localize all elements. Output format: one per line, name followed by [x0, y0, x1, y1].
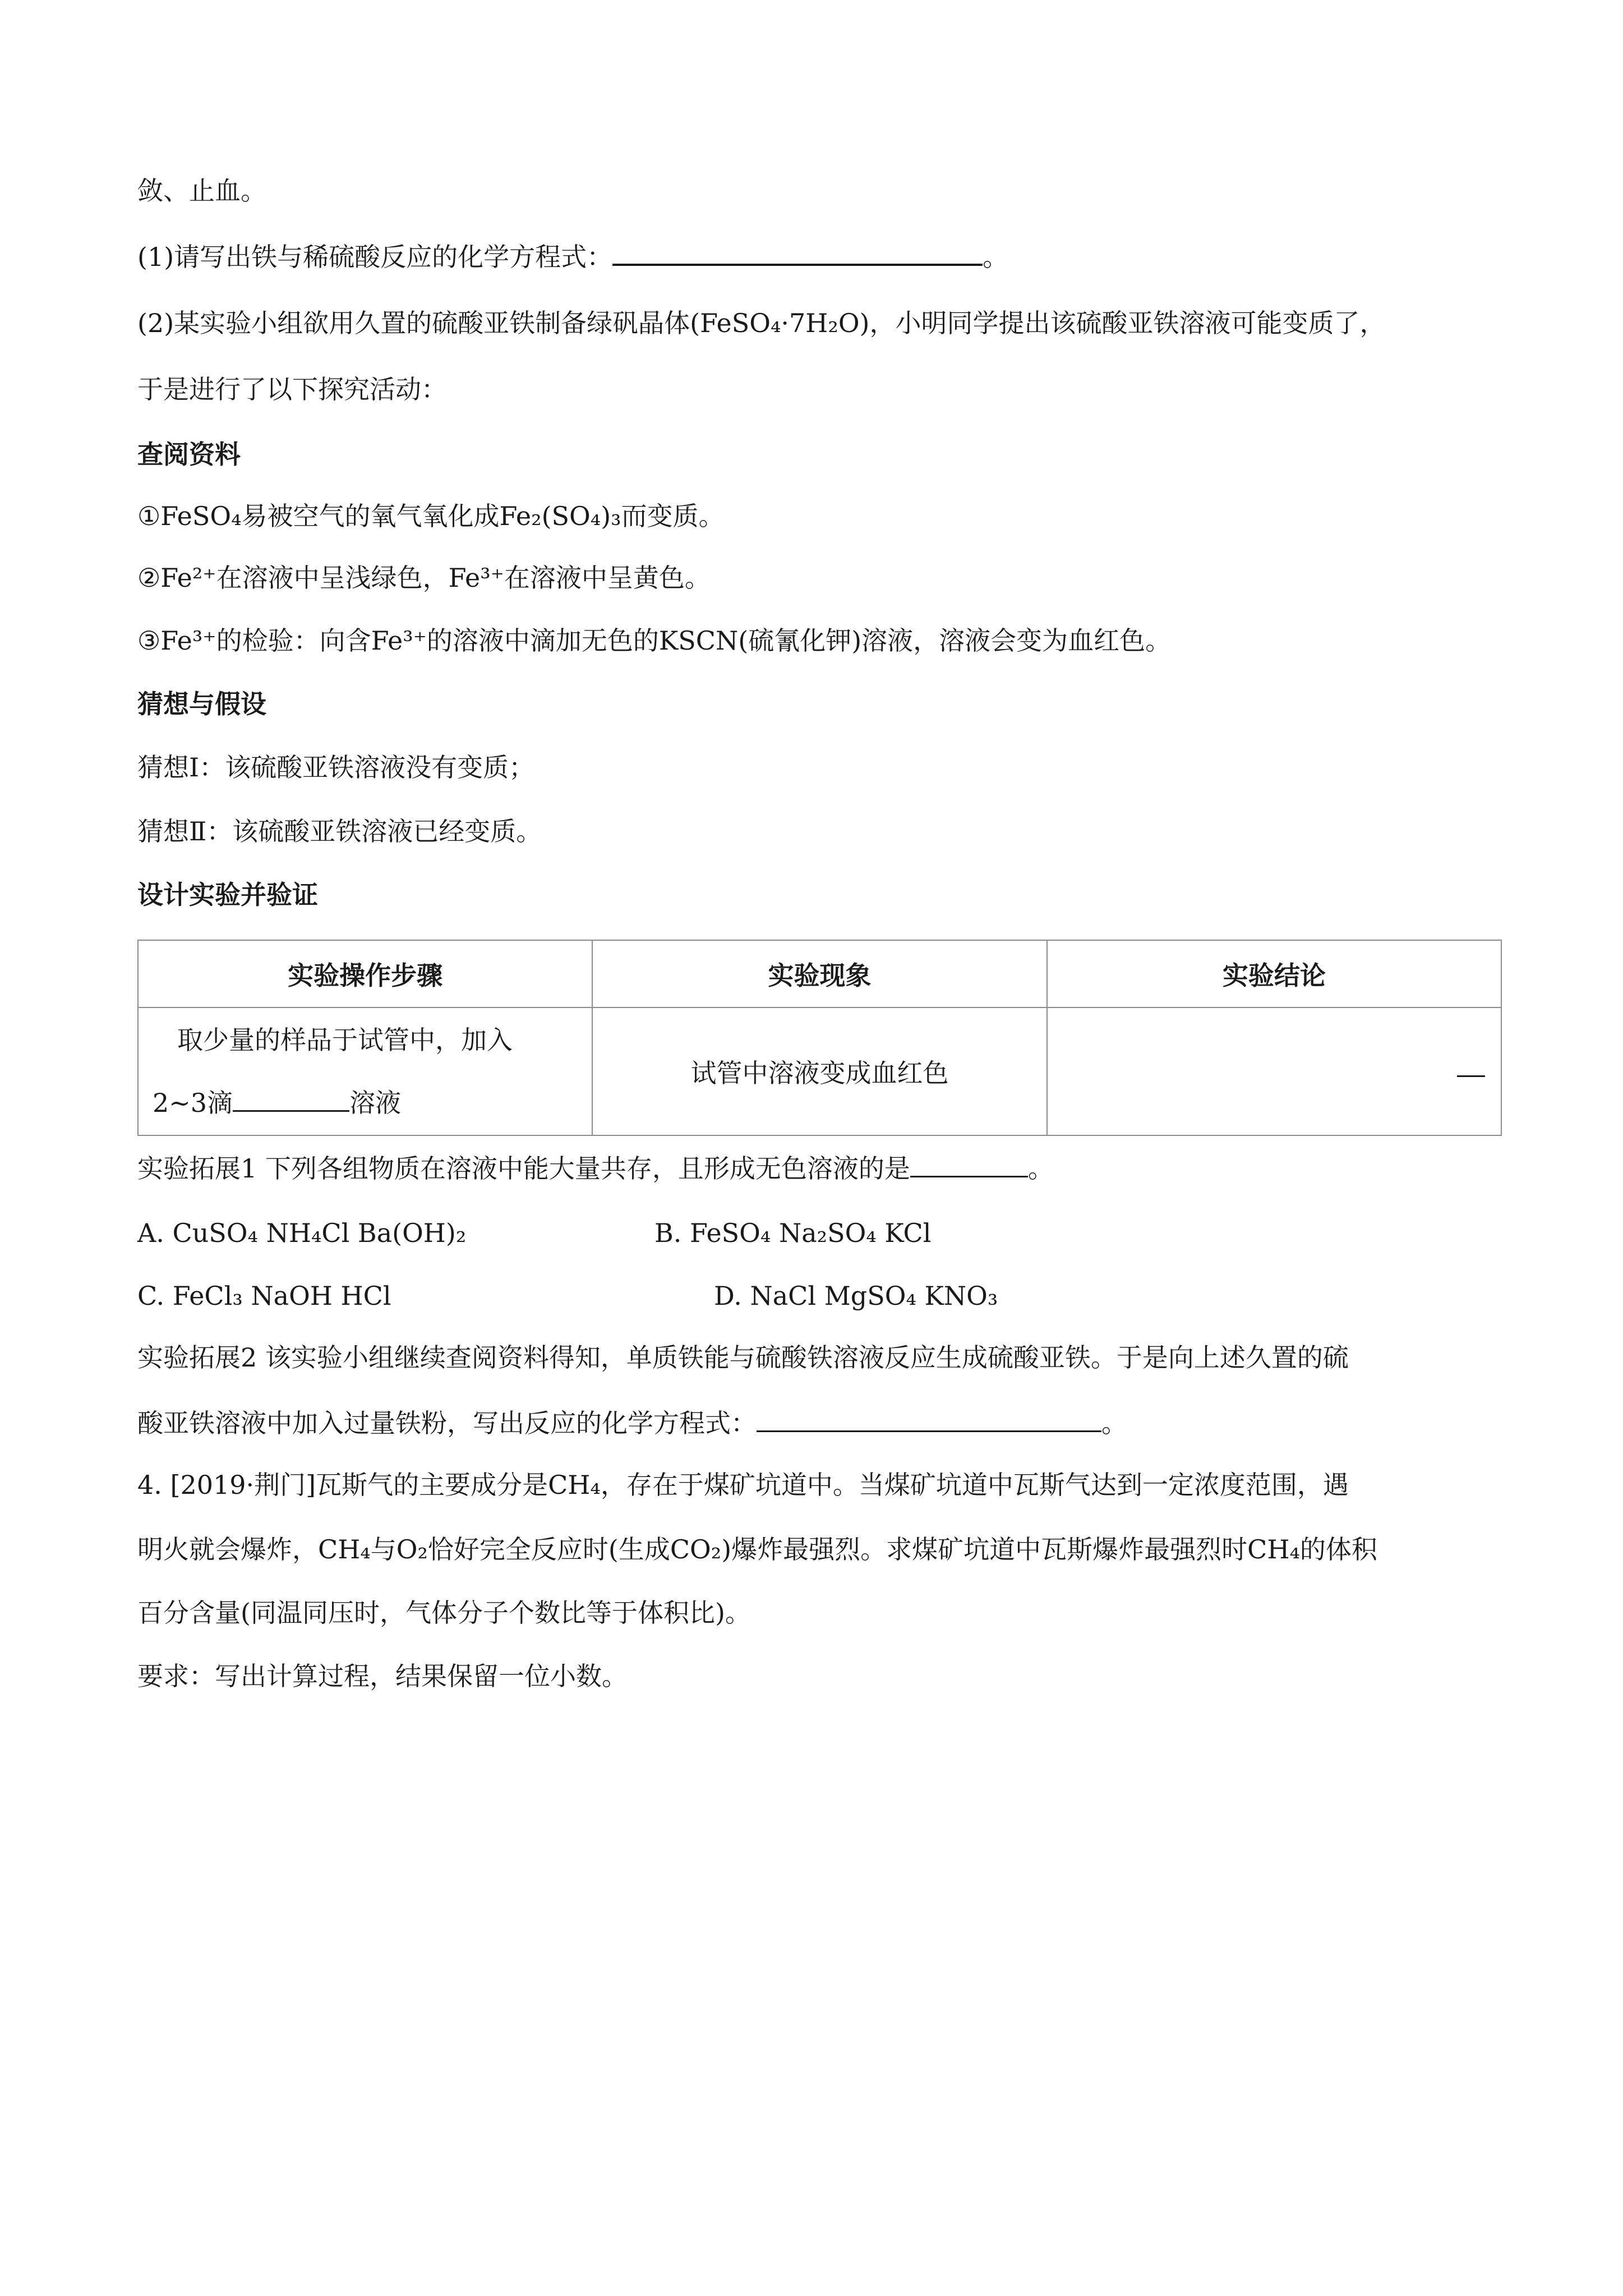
- answer-blank[interactable]: [757, 1409, 1101, 1432]
- reagent-blank[interactable]: [233, 1089, 349, 1112]
- question-2-line-1: (2)某实验小组欲用久置的硫酸亚铁制备绿矾晶体(FeSO₄·7H₂O)，小明同学提出该硫酸亚铁溶液可能变质了，: [137, 308, 1386, 338]
- question-4-requirement: 要求：写出计算过程，结果保留一位小数。: [137, 1661, 628, 1691]
- column-header: 实验结论: [1047, 940, 1501, 1007]
- column-header: 实验现象: [592, 940, 1046, 1007]
- conclusion-blank[interactable]: [1457, 1075, 1485, 1077]
- extension-2-line-1: 实验拓展2 该实验小组继续查阅资料得知，单质铁能与硫酸铁溶液反应生成硫酸亚铁。于是向上述久置的硫: [137, 1342, 1349, 1373]
- column-header: 实验操作步骤: [138, 940, 592, 1007]
- experiment-table: [137, 940, 1502, 1136]
- reference-item: ③Fe³⁺的检验：向含Fe³⁺的溶液中滴加无色的KSCN(硫氰化钾)溶液，溶液会变为血红色。: [137, 625, 1172, 656]
- hypothesis-2: 猜想Ⅱ：该硫酸亚铁溶液已经变质。: [137, 816, 542, 846]
- question-1-text: (1)请写出铁与稀硫酸反应的化学方程式：: [137, 242, 613, 272]
- question-1: [137, 240, 1008, 274]
- question-4-line-3: 百分含量(同温同压时，气体分子个数比等于体积比)。: [137, 1598, 751, 1628]
- text-line: 敛、止血。: [137, 176, 266, 206]
- question-4-line-1: 4. [2019·荆门]瓦斯气的主要成分是CH₄，存在于煤矿坑道中。当煤矿坑道中瓦斯气达到一定浓度范围，遇: [137, 1470, 1349, 1500]
- option-c: C. FeCl₃ NaOH HCl: [137, 1281, 391, 1311]
- section-heading: 猜想与假设: [137, 689, 266, 719]
- step-reagent: [153, 1086, 580, 1120]
- step-cell: [138, 1007, 592, 1135]
- conclusion-cell[interactable]: [1047, 1007, 1501, 1135]
- question-2-line-2: 于是进行了以下探究活动：: [137, 374, 447, 404]
- table-row: [138, 1007, 1501, 1135]
- step-text: 取少量的样品于试管中，加入: [177, 1025, 513, 1055]
- option-d: D. NaCl MgSO₄ KNO₃: [714, 1281, 998, 1311]
- period: 。: [1027, 1153, 1054, 1184]
- section-heading: 查阅资料: [137, 439, 241, 470]
- extension-2-line-2: [137, 1406, 1127, 1440]
- period: 。: [1101, 1408, 1127, 1438]
- hypothesis-1: 猜想Ⅰ：该硫酸亚铁溶液没有变质；: [137, 752, 535, 783]
- step-drops: 2~3滴: [153, 1088, 233, 1118]
- option-b: B. FeSO₄ Na₂SO₄ KCl: [654, 1218, 932, 1248]
- answer-blank[interactable]: [612, 242, 983, 266]
- reference-item: ②Fe²⁺在溶液中呈浅绿色，Fe³⁺在溶液中呈黄色。: [137, 563, 711, 593]
- extension-1: [137, 1152, 1054, 1185]
- extension-2-text: 酸亚铁溶液中加入过量铁粉，写出反应的化学方程式：: [137, 1408, 757, 1438]
- answer-blank[interactable]: [910, 1154, 1028, 1177]
- reference-item: ①FeSO₄易被空气的氧气氧化成Fe₂(SO₄)₃而变质。: [137, 501, 725, 531]
- question-4-line-2: 明火就会爆炸，CH₄与O₂恰好完全反应时(生成CO₂)爆炸最强烈。求煤矿坑道中瓦斯爆炸最强烈时CH₄的体积: [137, 1534, 1377, 1565]
- step-solution: 溶液: [349, 1088, 402, 1118]
- phenomenon-cell: 试管中溶液变成血红色: [592, 1007, 1046, 1135]
- period: 。: [983, 242, 1009, 272]
- extension-1-text: 实验拓展1 下列各组物质在溶液中能大量共存，且形成无色溶液的是: [137, 1153, 910, 1184]
- section-heading: 设计实验并验证: [137, 880, 318, 910]
- table-header-row: [138, 940, 1501, 1007]
- option-a: A. CuSO₄ NH₄Cl Ba(OH)₂: [137, 1218, 467, 1248]
